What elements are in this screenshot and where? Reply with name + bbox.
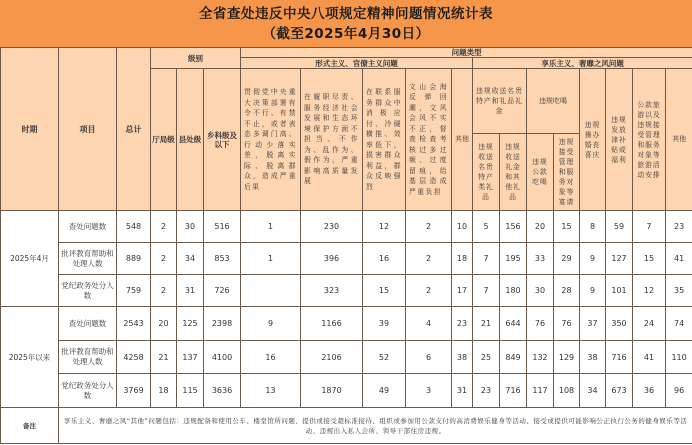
value-cell: 20 (151, 307, 177, 341)
header-gifts: 违规收送名贵特产和礼品礼金 (473, 69, 527, 134)
header-formalism-col4: 文山会海反弹回潮，文风会风不实不正，督查检查考核过多过频、过度留痕，给基层造成严重负担 (406, 69, 452, 211)
value-cell: 9 (580, 243, 606, 275)
header-level-bureau: 厅局级 (151, 69, 177, 211)
header-allowances: 违规发放津补贴或福利 (606, 69, 633, 211)
table-row (1, 211, 692, 243)
value-cell: 13 (241, 374, 301, 408)
header-formalism-col3: 在联系服务群众中消极应付、冷硬横推、效率低下，损害群众利益，群众反映强烈 (363, 69, 406, 211)
value-cell: 15 (363, 275, 406, 307)
value-cell: 15 (554, 211, 580, 243)
table-row (1, 307, 692, 341)
value-cell: 117 (527, 374, 554, 408)
value-cell: 3 (406, 374, 452, 408)
value-cell: 4258 (117, 341, 151, 374)
value-cell: 853 (204, 243, 241, 275)
value-cell: 548 (117, 211, 151, 243)
header-dining-banquet: 违规接受管理和服务对象等宴请 (554, 134, 580, 211)
value-cell: 20 (527, 211, 554, 243)
value-cell: 2543 (117, 307, 151, 341)
header-hedonism-other: 其他 (666, 69, 692, 211)
value-cell: 37 (580, 307, 606, 341)
value-cell: 230 (301, 211, 363, 243)
value-cell: 12 (363, 211, 406, 243)
statistics-table (0, 47, 692, 444)
value-cell: 33 (527, 243, 554, 275)
header-problem-type: 问题类型 (241, 48, 692, 58)
header-gifts-specialty: 违规收送名贵特产类礼品 (473, 134, 500, 211)
value-cell: 39 (363, 307, 406, 341)
header-formalism-other: 其他 (452, 69, 473, 211)
value-cell: 49 (363, 374, 406, 408)
header-hedonism: 享乐主义、奢靡之风问题 (473, 58, 692, 69)
value-cell: 25 (473, 341, 500, 374)
value-cell: 2106 (301, 341, 363, 374)
value-cell: 52 (363, 341, 406, 374)
value-cell: 759 (117, 275, 151, 307)
value-cell: 644 (500, 307, 527, 341)
value-cell: 34 (580, 374, 606, 408)
header-formalism-col1: 贯彻党中央重大决策部署有令不行、有禁不止，或者表态多调门高、行动少落实差，脱离实际、脱离群众，造成严重后果 (241, 69, 301, 211)
value-cell: 2 (151, 211, 177, 243)
value-cell: 8 (580, 211, 606, 243)
value-cell: 38 (452, 341, 473, 374)
value-cell: 18 (452, 243, 473, 275)
value-cell: 4100 (204, 341, 241, 374)
value-cell: 59 (606, 211, 633, 243)
value-cell: 29 (554, 243, 580, 275)
value-cell: 38 (580, 341, 606, 374)
value-cell: 110 (666, 341, 692, 374)
value-cell: 108 (554, 374, 580, 408)
value-cell: 726 (204, 275, 241, 307)
value-cell: 35 (666, 275, 692, 307)
value-cell: 10 (452, 211, 473, 243)
value-cell: 7 (633, 211, 666, 243)
value-cell: 127 (606, 243, 633, 275)
value-cell: 716 (500, 374, 527, 408)
value-cell: 30 (177, 211, 204, 243)
value-cell: 23 (666, 211, 692, 243)
table-row (1, 275, 692, 307)
value-cell: 31 (177, 275, 204, 307)
header-item: 项目 (59, 48, 117, 211)
value-cell: 2 (151, 243, 177, 275)
value-cell: 74 (666, 307, 692, 341)
header-dining-public: 违规公款吃喝 (527, 134, 554, 211)
value-cell: 101 (606, 275, 633, 307)
table-row (1, 374, 692, 408)
header-level: 级别 (151, 48, 241, 69)
value-cell: 96 (666, 374, 692, 408)
header-weddings-funerals: 违规操办婚丧喜庆 (580, 69, 606, 211)
value-cell: 1166 (301, 307, 363, 341)
value-cell: 129 (554, 341, 580, 374)
item-cell: 批评教育帮助和处理人数 (59, 243, 117, 275)
item-cell: 查处问题数 (59, 307, 117, 341)
table-subtitle: （截至2025年4月30日） (262, 26, 430, 42)
value-cell: 21 (151, 341, 177, 374)
value-cell: 6 (406, 341, 452, 374)
value-cell: 2 (406, 275, 452, 307)
value-cell: 396 (301, 243, 363, 275)
table-title-band (0, 0, 692, 48)
value-cell: 21 (473, 307, 500, 341)
value-cell: 15 (633, 243, 666, 275)
note-row (1, 408, 692, 444)
value-cell: 1870 (301, 374, 363, 408)
period-cell: 2025年以来 (1, 307, 59, 408)
header-period: 时期 (1, 48, 59, 211)
value-cell: 2398 (204, 307, 241, 341)
value-cell: 28 (554, 275, 580, 307)
value-cell: 673 (606, 374, 633, 408)
value-cell: 132 (527, 341, 554, 374)
table-title: 全省查处违反中央八项规定精神问题情况统计表 (199, 6, 493, 22)
value-cell: 30 (527, 275, 554, 307)
value-cell: 4 (406, 307, 452, 341)
value-cell: 9 (580, 275, 606, 307)
value-cell: 180 (500, 275, 527, 307)
header-level-township: 乡科级及以下 (204, 69, 241, 211)
value-cell: 849 (500, 341, 527, 374)
note-label: 备注 (1, 408, 59, 444)
value-cell: 156 (500, 211, 527, 243)
item-cell: 党纪政务处分人数 (59, 374, 117, 408)
note-text: 享乐主义、奢靡之风“其他”问题包括：违规配备和使用公车、楼堂馆所问题、提供或接受超标准接待、组织或参加用公款支付的高消费娱乐健身等活动、接受或提供可能影响公正执行公务的健身娱乐等活动、违规出入私人会所、领导干部住房违规。 (59, 408, 692, 444)
value-cell: 16 (363, 243, 406, 275)
value-cell: 2 (406, 211, 452, 243)
value-cell: 2 (406, 243, 452, 275)
value-cell: 12 (633, 275, 666, 307)
item-cell: 查处问题数 (59, 211, 117, 243)
value-cell: 716 (606, 341, 633, 374)
period-cell: 2025年4月 (1, 211, 59, 307)
value-cell: 9 (241, 307, 301, 341)
value-cell: 7 (473, 243, 500, 275)
value-cell: 24 (633, 307, 666, 341)
value-cell: 350 (606, 307, 633, 341)
table-row (1, 243, 692, 275)
value-cell: 23 (473, 374, 500, 408)
value-cell: 76 (554, 307, 580, 341)
item-cell: 批评教育帮助和处理人数 (59, 341, 117, 374)
value-cell: 195 (500, 243, 527, 275)
header-public-travel: 公款旅游以及违规接受管理和服务对象等旅游活动安排 (633, 69, 666, 211)
value-cell: 2 (151, 275, 177, 307)
header-level-county: 县处级 (177, 69, 204, 211)
value-cell: 18 (151, 374, 177, 408)
header-dining: 违规吃喝 (527, 69, 580, 134)
value-cell: 41 (666, 243, 692, 275)
value-cell: 889 (117, 243, 151, 275)
value-cell: 17 (452, 275, 473, 307)
value-cell: 7 (473, 275, 500, 307)
value-cell: 115 (177, 374, 204, 408)
value-cell: 3636 (204, 374, 241, 408)
value-cell: 1 (241, 211, 301, 243)
value-cell: 31 (452, 374, 473, 408)
value-cell: 137 (177, 341, 204, 374)
header-formalism: 形式主义、官僚主义问题 (241, 58, 473, 69)
value-cell: 3769 (117, 374, 151, 408)
header-gifts-money: 违规收送礼金和其他礼品 (500, 134, 527, 211)
value-cell: 516 (204, 211, 241, 243)
value-cell: 323 (301, 275, 363, 307)
value-cell: 76 (527, 307, 554, 341)
value-cell: 5 (473, 211, 500, 243)
value-cell: 125 (177, 307, 204, 341)
value-cell: 1 (241, 243, 301, 275)
item-cell: 党纪政务处分人数 (59, 275, 117, 307)
value-cell: 36 (633, 374, 666, 408)
value-cell: 16 (241, 341, 301, 374)
value-cell: 41 (633, 341, 666, 374)
table-row (1, 341, 692, 374)
value-cell (241, 275, 301, 307)
header-formalism-col2: 在履职尽责、服务经济社会发展和生态环境保护方面不担当、不作为、乱作为、假作为，严重影响高质量发展 (301, 69, 363, 211)
value-cell: 23 (452, 307, 473, 341)
value-cell: 34 (177, 243, 204, 275)
header-total: 总计 (117, 48, 151, 211)
